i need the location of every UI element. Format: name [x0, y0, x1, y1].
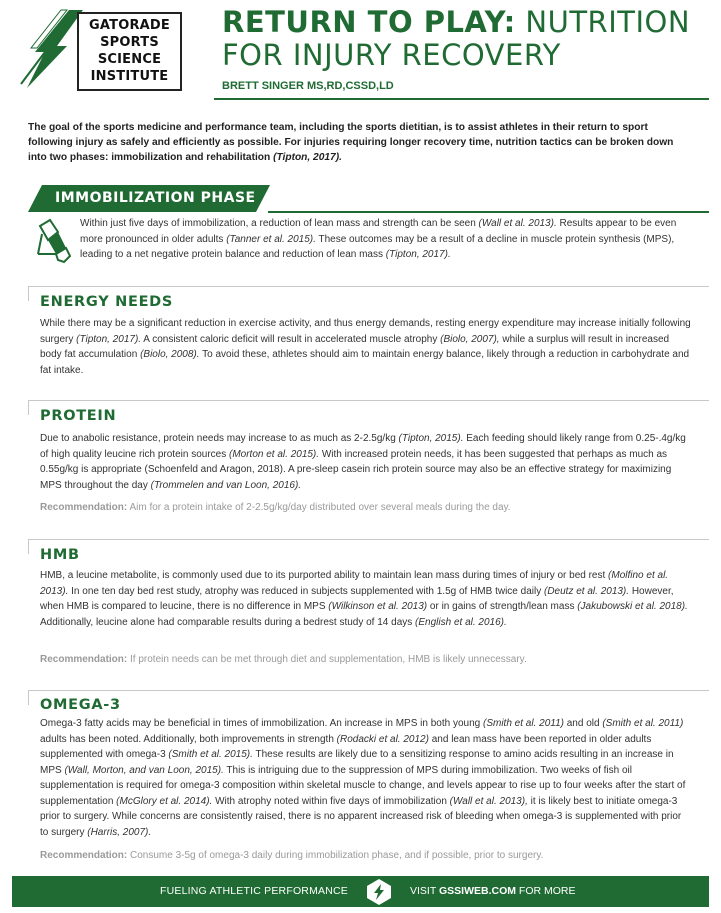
footer-more: FOR MORE: [516, 885, 576, 897]
intro-text: The goal of the sports medicine and performance team, including the sports dietitian, is to assist athletes in their return to sport following injury as safely and efficiently as possible. For injuries requiring longer recovery time, nutrition tactics can be broken down into two phases: immobilization and rehabilitation: [28, 122, 674, 164]
citation: (Wall et al. 2013).: [478, 218, 557, 229]
text-run: HMB, a leucine metabolite, is commonly used due to its purported ability to maintain lean mass during times of injury or bed rest: [40, 570, 609, 581]
citation: (Tanner et al. 2015).: [226, 233, 316, 245]
section-divider: [268, 211, 709, 213]
omega-3-title: OMEGA-3: [40, 697, 121, 713]
section-frame: [28, 539, 709, 554]
text-run: and old: [563, 718, 603, 729]
citation: (Deutz et al. 2013).: [544, 585, 630, 597]
citation: (Wall, Morton, and van Loon, 2015).: [64, 764, 224, 776]
text-run: These outcomes may be a result of a decline in muscle protein synthesis (MPS), leading to a net negative protein balance and reduction of lean mass: [80, 233, 675, 260]
title-rest: NUTRITION: [515, 5, 691, 39]
recommendation-text: Aim for a protein intake of 2-2.5g/kg/day distributed over several meals during the day.: [127, 502, 511, 513]
hmb-paragraph: [40, 568, 692, 630]
energy-needs-paragraph: [40, 316, 692, 378]
section-frame: [28, 400, 709, 415]
citation: (Smith et al. 2011): [483, 718, 564, 729]
citation: (Wilkinson et al. 2013): [328, 601, 428, 612]
title-bold: RETURN TO PLAY:: [222, 5, 516, 39]
text-run: Within just five days of immobilization, a reduction of lean mass and strength can be seen: [80, 218, 479, 229]
header-divider: [214, 98, 709, 100]
text-run: and lean mass have been reported in older adults supplemented with omega-3: [40, 733, 652, 760]
citation: (Biolo, 2008).: [140, 349, 200, 360]
citation: (Tipton, 2017).: [76, 333, 142, 345]
text-run: while a surplus will result in increased body fat accumulation: [40, 333, 670, 360]
citation: (Morton et al. 2015).: [229, 448, 320, 460]
footer-visit: VISIT: [410, 885, 439, 897]
immobilization-title: IMMOBILIZATION PHASE: [55, 190, 256, 206]
citation: (Tipton, 2015).: [398, 433, 464, 444]
gssi-logo: [17, 6, 182, 91]
citation: (McGlory et al. 2014).: [116, 795, 213, 807]
intro-paragraph: [28, 120, 694, 166]
bolt-icon: [365, 878, 393, 906]
text-run: it is likely best to initiate omega-3 prior to surgery. While concerns are consistently raised, there is no apparent increased risk of bleeding when omega-3 is supplemented with prior to surgery: [40, 795, 682, 838]
logo-line: INSTITUTE: [90, 69, 169, 84]
text-run: Additionally, leucine alone had comparable results during a bedrest study of 14 days: [40, 616, 416, 628]
citation: (Tipton, 2017).: [385, 249, 451, 260]
text-run: Results appear to be even more pronounced in older adults: [80, 218, 677, 245]
text-run: Due to anabolic resistance, protein needs may increase to as much as 2-2.5g/kg: [40, 433, 399, 444]
text-run: or in gains of strength/lean mass: [427, 601, 578, 612]
energy-needs-title: ENERGY NEEDS: [40, 294, 174, 310]
text-run: adults has been noted. Additionally, both improvements in strength: [40, 733, 337, 745]
citation: (Wall et al. 2013),: [449, 795, 528, 807]
text-run: While there may be a significant reduction in exercise activity, and thus energy demands, resting energy expenditure may increase initially following surgery: [40, 318, 691, 345]
logo-wordmark: [77, 12, 182, 91]
text-run: With atrophy noted within five days of immobilization: [212, 795, 450, 807]
footer-tagline: FUELING ATHLETIC PERFORMANCE: [160, 885, 349, 897]
protein-paragraph: [40, 431, 692, 493]
title-subline: FOR INJURY RECOVERY: [222, 38, 561, 72]
recommendation-label: Recommendation:: [40, 502, 128, 513]
logo-line: SCIENCE: [97, 52, 162, 67]
logo-line: GATORADE: [89, 18, 170, 33]
omega-3-paragraph: [40, 716, 692, 840]
text-run: However, when HMB is compared to leucine, there is no difference in MPS: [40, 585, 674, 612]
arm-cast-icon: [34, 218, 74, 264]
citation: (Biolo, 2007),: [440, 333, 500, 345]
text-run: This is intriguing due to the suppression of MPS during immobilization. Two weeks of fish oil supplementation is required for omega-3 composition within skeletal muscle to change, and levels appear to rise up to four weeks after the start of supplementation: [40, 764, 686, 807]
citation: (Tipton, 2017).: [273, 152, 342, 164]
text-run: Each feeding should likely range from 0.25-.4g/kg of high quality leucine rich protein sources: [40, 433, 686, 460]
recommendation-label: Recommendation:: [40, 850, 128, 861]
text-run: Omega-3 fatty acids may be beneficial in times of immobilization. An increase in MPS in both young: [40, 718, 483, 729]
section-frame: [28, 690, 709, 705]
citation: (Harris, 2007).: [87, 826, 152, 838]
citation: (English et al. 2016).: [415, 616, 507, 628]
logo-line: SPORTS: [100, 35, 159, 50]
recommendation-text: Consume 3-5g of omega-3 daily during immobilization phase, and if possible, prior to surgery.: [127, 850, 544, 861]
hmb-title: HMB: [40, 547, 80, 563]
page-title: [222, 6, 712, 72]
text-run: With increased protein needs, it has been suggested that perhaps as much as 0.55g/kg is appropriate (Schoenfeld and Aragon, 2018). A pre-sleep casein rich protein source may also be an effective strategy for maximizing MPS throughout the day: [40, 448, 672, 491]
text-run: These results are likely due to a sensitizing response to amino acids resulting in an increase in MPS: [40, 749, 674, 776]
text-run: To avoid these, athletes should aim to maintain energy balance, likely through a reduction in carbohydrate and fat intake.: [40, 349, 690, 376]
citation: (Jakubowski et al. 2018).: [577, 601, 688, 612]
recommendation-label: Recommendation:: [40, 654, 128, 665]
recommendation-text: If protein needs can be met through diet and supplementation, HMB is likely unnecessary.: [127, 654, 527, 665]
citation: (Rodacki et al. 2012): [336, 733, 429, 745]
citation: (Smith et al. 2011): [602, 718, 684, 729]
footer-website[interactable]: [410, 885, 576, 897]
footer-bar: [12, 876, 709, 907]
author-byline: BRETT SINGER MS,RD,CSSD,LD: [222, 80, 394, 92]
omega-3-recommendation: [40, 848, 692, 863]
hmb-recommendation: [40, 652, 692, 667]
text-run: A consistent caloric deficit will result in accelerated muscle atrophy: [141, 333, 441, 345]
protein-recommendation: [40, 500, 692, 515]
text-run: In one ten day bed rest study, atrophy was reduced in subjects supplemented with 1.5g of HMB twice daily: [68, 585, 544, 597]
citation: (Smith et al. 2015).: [168, 749, 253, 760]
website-link[interactable]: GSSIWEB.COM: [438, 885, 516, 897]
protein-title: PROTEIN: [40, 408, 117, 424]
citation: (Trommelen and van Loon, 2016).: [150, 479, 302, 491]
immobilization-paragraph: [80, 216, 698, 263]
citation: (Molfino et al. 2013).: [40, 570, 669, 597]
